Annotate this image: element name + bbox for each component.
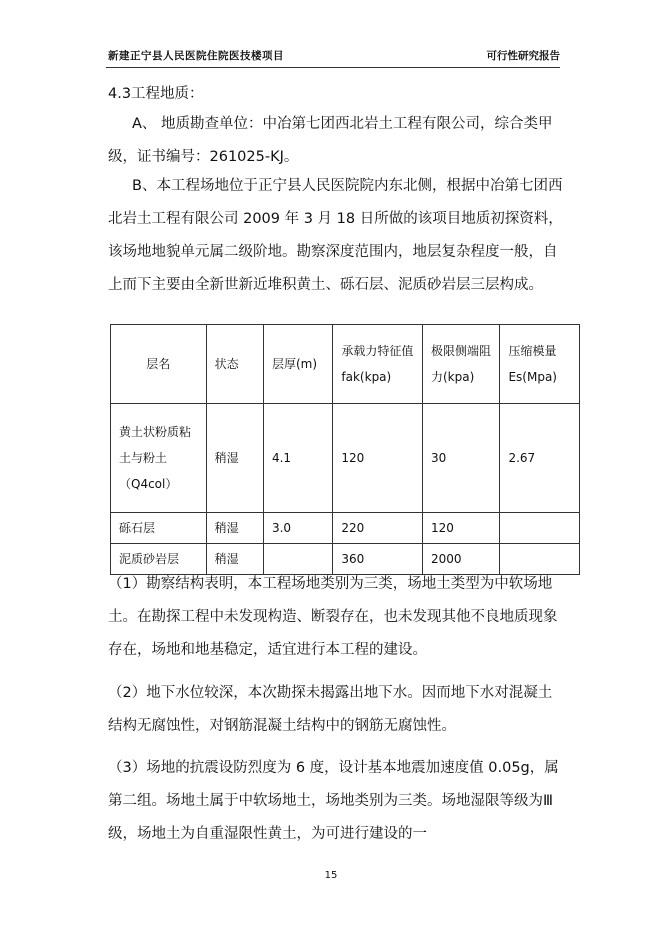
cell-state: 稍湿 xyxy=(206,513,263,544)
header-layer-name: 层名 xyxy=(111,325,207,404)
cell-layer-name: 黄土状粉质粘土与粉土（Q4col） xyxy=(111,404,207,513)
header-state: 状态 xyxy=(206,325,263,404)
header-limit-resistance: 极限侧端阻力(kpa) xyxy=(422,325,499,404)
cell-bearing-capacity: 220 xyxy=(333,513,423,544)
cell-layer-name: 砾石层 xyxy=(111,513,207,544)
paragraph-site-location: B、本工程场地位于正宁县人民医院院内东北侧，根据中冶第七团西北岩土工程有限公司 2009 年 3 月 18 日所做的该项目地质初探资料，该场地地貌单元属二级阶地。勘察深度范围内，地层复杂程度一般，自上而下主要由全新世新近堆积黄土、砾石层、泥质砂岩层三层构成。 xyxy=(108,178,563,293)
cell-state: 稍湿 xyxy=(206,544,263,575)
table-row xyxy=(111,404,580,513)
section-title: 4.3工程地质： xyxy=(108,86,204,102)
cell-compression-modulus: 2.67 xyxy=(500,404,580,513)
cell-bearing-capacity: 120 xyxy=(333,404,423,513)
cell-thickness: 4.1 xyxy=(263,404,332,513)
note-2: （2）地下水位较深，本次勘探未揭露出地下水。因而地下水对混凝土结构无腐蚀性，对钢筋混凝土结构中的钢筋无腐蚀性。 xyxy=(108,685,553,734)
geology-table xyxy=(110,324,580,575)
header-bearing-capacity: 承载力特征值 fak(kpa) xyxy=(333,325,423,404)
cell-limit-resistance: 30 xyxy=(422,404,499,513)
cell-compression-modulus xyxy=(500,513,580,544)
note-1: （1）勘察结构表明，本工程场地类别为三类，场地土类型为中软场地土。在勘探工程中未发现构造、断裂存在，也未发现其他不良地质现象存在，场地和地基稳定，适宜进行本工程的建设。 xyxy=(108,576,558,658)
header-thickness: 层厚(m) xyxy=(263,325,332,404)
cell-bearing-capacity: 360 xyxy=(333,544,423,575)
table-row xyxy=(111,513,580,544)
table-header-row xyxy=(111,325,580,404)
header-report-type: 可行性研究报告 xyxy=(486,50,560,62)
header-project-title: 新建正宁县人民医院住院医技楼项目 xyxy=(108,50,284,62)
cell-state: 稍湿 xyxy=(206,404,263,513)
cell-limit-resistance: 120 xyxy=(422,513,499,544)
cell-limit-resistance: 2000 xyxy=(422,544,499,575)
header-divider xyxy=(106,67,560,68)
header-compression-modulus: 压缩模量Es(Mpa) xyxy=(500,325,580,404)
cell-layer-name: 泥质砂岩层 xyxy=(111,544,207,575)
paragraph-survey-unit: A、 地质勘查单位：中冶第七团西北岩土工程有限公司，综合类甲级，证书编号：261025-KJ。 xyxy=(108,116,553,165)
cell-thickness: 3.0 xyxy=(263,513,332,544)
note-3: （3）场地的抗震设防烈度为 6 度，设计基本地震加速度值 0.05g，属第二组。场地土属于中软场地土，场地类别为三类。场地湿限等级为Ⅲ级，场地土为自重湿限性黄土，为可进行建设的一 xyxy=(108,760,559,842)
page-number: 15 xyxy=(324,870,338,881)
